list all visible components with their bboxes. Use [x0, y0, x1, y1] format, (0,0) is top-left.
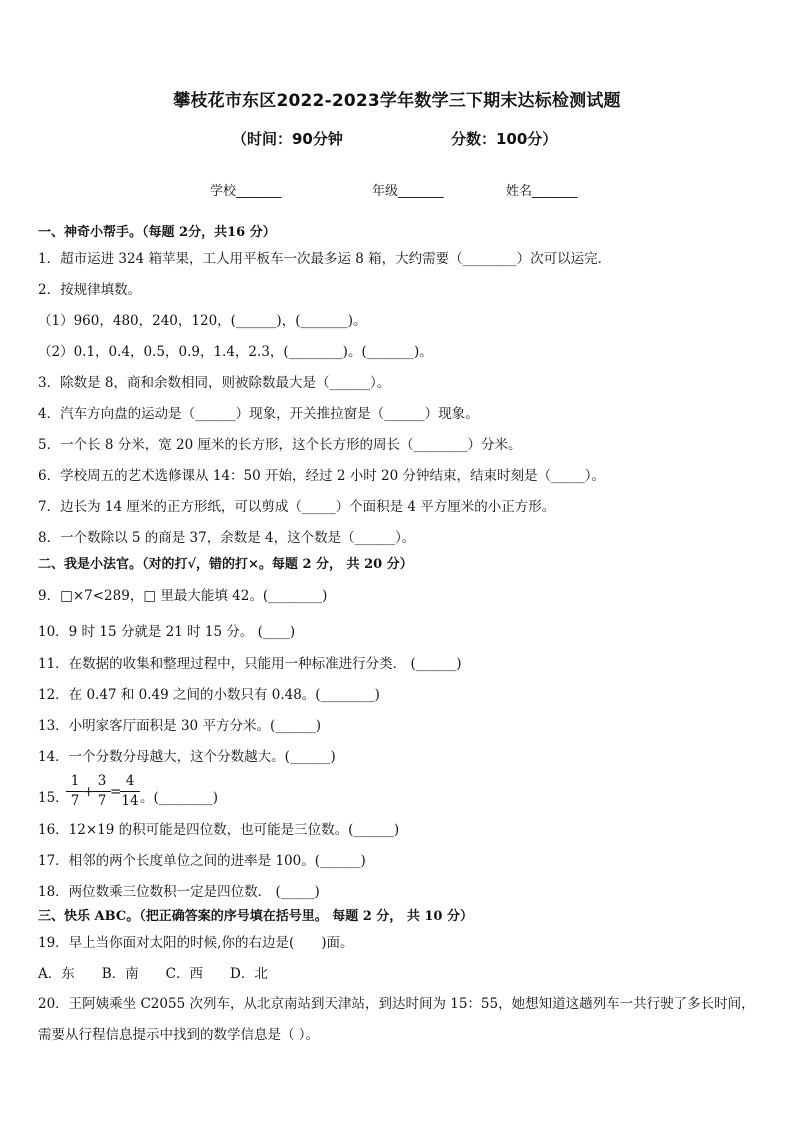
question-19-options: A．东 B．南 C．西 D．北: [38, 966, 268, 982]
school-field: 学校_______: [210, 184, 282, 199]
question-14: 14．一个分数分母越大，这个分数越大。(______): [38, 749, 336, 765]
question-7: 7．边长为 14 厘米的正方形纸，可以剪成（_____）个面积是 4 平方厘米的小正方形。: [38, 499, 556, 515]
question-19: 19．早上当你面对太阳的时候,你的右边是( )面。: [38, 935, 354, 951]
question-11: 11．在数据的收集和整理过程中，只能用一种标准进行分类． (______): [38, 656, 462, 672]
plus-sign: +: [83, 784, 95, 800]
question-8: 8．一个数除以 5 的商是 37，余数是 4，这个数是（______）。: [38, 530, 416, 546]
question-16: 16．12×19 的积可能是四位数，也可能是三位数。(______): [38, 822, 400, 838]
equals-sign: =: [110, 784, 122, 800]
question-12: 12．在 0.47 和 0.49 之间的小数只有 0.48。(________): [38, 687, 380, 703]
exam-score: 分数：100分）: [451, 130, 558, 148]
question-2-part-2: （2）0.1，0.4，0.5，0.9，1.4，2.3，(________)。(_______)。: [38, 344, 433, 360]
section-3-heading: 三、快乐 ABC。（把正确答案的序号填在括号里。 每题 2 分， 共 10 分）: [38, 909, 473, 924]
question-2: 2．按规律填数。: [38, 282, 142, 298]
question-5: 5．一个长 8 分米，宽 20 厘米的长方形，这个长方形的周长（________）分米。: [38, 437, 522, 453]
section-1-heading: 一、神奇小帮手。（每题 2分，共16 分）: [38, 225, 276, 240]
question-3: 3．除数是 8，商和余数相同，则被除数最大是（______）。: [38, 375, 391, 391]
page-title: 攀枝花市东区2022-2023学年数学三下期末达标检测试题: [173, 91, 621, 111]
fraction-one-seventh: $\frac{1}{7}$: [66, 772, 84, 811]
question-15-answer: 。(________): [140, 790, 219, 806]
question-4: 4．汽车方向盘的运动是（______）现象，开关推拉窗是（______）现象。: [38, 406, 479, 422]
fraction-four-fourteenths: $\frac{4}{14}$: [121, 773, 139, 809]
fraction-three-sevenths: $\frac{3}{7}$: [93, 772, 111, 811]
question-15: [38, 772, 338, 816]
question-13: 13．小明家客厅面积是 30 平方分米。(______): [38, 718, 321, 734]
question-15-label: 15．: [38, 790, 69, 806]
question-2-part-1: （1）960，480，240，120，(______)，(_______)。: [38, 313, 367, 329]
question-1: 1．超市运进 324 箱苹果，工人用平板车一次最多运 8 箱，大约需要（________）次可以运完．: [38, 251, 612, 267]
grade-field: 年级_______: [372, 184, 444, 199]
question-6: 6．学校周五的艺术选修课从 14：50 开始，经过 2 小时 20 分钟结束，结束时刻是（_____）。: [38, 468, 605, 484]
exam-time: （时间：90分钟: [232, 130, 343, 148]
question-20: 20．王阿姨乘坐 C2055 次列车，从北京南站到天津站，到达时间为 15：55，她想知道这趟列车一共行驶了多长时间，需要从行程信息提示中找到的数学信息是（ ）。: [38, 996, 755, 1043]
question-17: 17．相邻的两个长度单位之间的进率是 100。(______): [38, 853, 366, 869]
question-9: 9．□×7<289，□ 里最大能填 42。(________): [38, 588, 328, 604]
section-2-heading: 二、我是小法官。（对的打√，错的打×。每题 2 分， 共 20 分）: [38, 557, 413, 572]
question-18: 18．两位数乘三位数积一定是四位数． (_____): [38, 884, 320, 900]
question-10: 10．9 时 15 分就是 21 时 15 分。 (____): [38, 624, 296, 640]
name-field: 姓名_______: [506, 184, 578, 199]
